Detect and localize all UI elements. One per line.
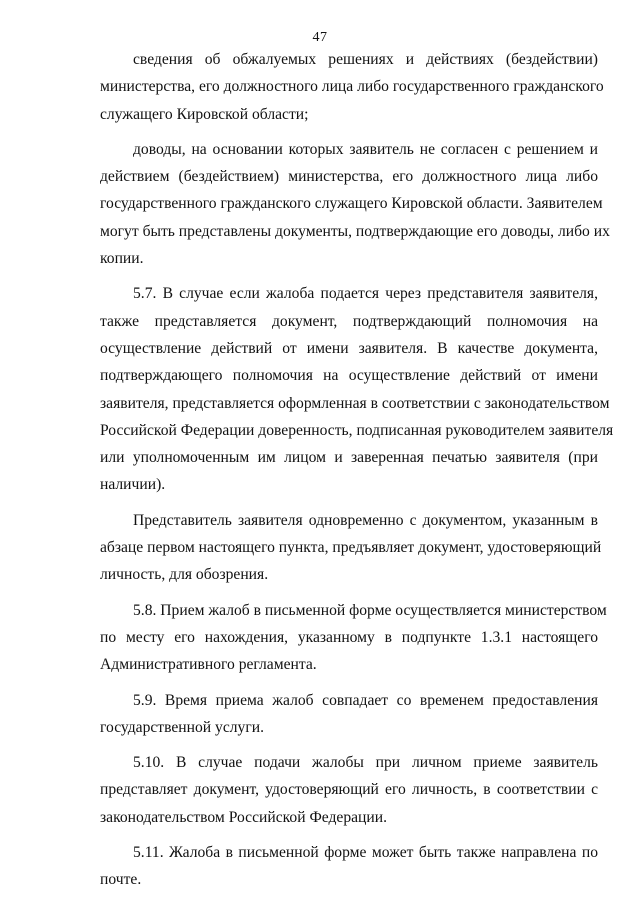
- paragraph-representative: [100, 507, 602, 589]
- text-line: абзаце первом настоящего пункта, предъявляет документ, удостоверяющий: [100, 539, 602, 557]
- text-line: Административного регламента.: [100, 656, 317, 674]
- text-line: сведения об обжалуемых решениях и действиях (бездействии): [133, 51, 598, 68]
- paragraph-complaint-details: [100, 46, 604, 128]
- text-line: представляет документ, удостоверяющий его личность, в соответствии с: [100, 781, 598, 799]
- text-line: 5.7. В случае если жалоба подается через представителя заявителя,: [133, 285, 598, 303]
- page-number: 47: [312, 30, 328, 45]
- text-line: могут быть представлены документы, подтверждающие его доводы, либо их: [100, 222, 610, 240]
- paragraph-5-11: [100, 839, 598, 894]
- text-line: министерства, его должностного лица либо государственного гражданского: [100, 78, 604, 96]
- paragraph-5-10: [100, 749, 598, 831]
- text-line: 5.11. Жалоба в письменной форме может быть также направлена по: [133, 844, 598, 862]
- text-line: законодательством Российской Федерации.: [100, 808, 387, 826]
- paragraph-5-8: [100, 597, 607, 679]
- text-line: 5.9. Время приема жалоб совпадает со временем предоставления: [133, 691, 598, 709]
- text-line: копии.: [100, 250, 144, 268]
- text-line: действием (бездействием) министерства, его должностного лица либо: [100, 168, 598, 186]
- text-line: наличии).: [100, 476, 166, 494]
- text-line: Российской Федерации доверенность, подписанная руководителем заявителя: [100, 421, 614, 439]
- text-line: или уполномоченным им лицом и заверенная печатью заявителя (при: [100, 449, 598, 467]
- text-line: доводы, на основании которых заявитель не согласен с решением и: [133, 140, 598, 158]
- text-line: по месту его нахождения, указанному в подпункте 1.3.1 настоящего: [100, 628, 598, 646]
- paragraph-arguments: [100, 136, 610, 272]
- text-line: 5.10. В случае подачи жалобы при личном приеме заявитель: [133, 754, 598, 772]
- text-line: Представитель заявителя одновременно с документом, указанным в: [133, 511, 598, 529]
- text-line: государственной услуги.: [100, 718, 264, 736]
- text-line: подтверждающего полномочия на осуществление действий от имени: [100, 367, 598, 385]
- text-line: также представляется документ, подтверждающий полномочия на: [100, 312, 598, 330]
- text-line: государственного гражданского служащего Кировской области. Заявителем: [100, 195, 603, 213]
- paragraph-5-9: [100, 687, 598, 742]
- document-body: [100, 46, 614, 894]
- text-line: 5.8. Прием жалоб в письменной форме осуществляется министерством: [133, 601, 607, 619]
- text-line: осуществление действий от имени заявителя. В качестве документа,: [100, 339, 598, 357]
- text-line: почте.: [100, 871, 142, 889]
- text-line: служащего Кировской области;: [100, 105, 309, 123]
- text-line: заявителя, представляется оформленная в соответствии с законодательством: [100, 394, 610, 412]
- text-line: личность, для обозрения.: [100, 566, 269, 584]
- paragraph-5-7: [100, 280, 614, 498]
